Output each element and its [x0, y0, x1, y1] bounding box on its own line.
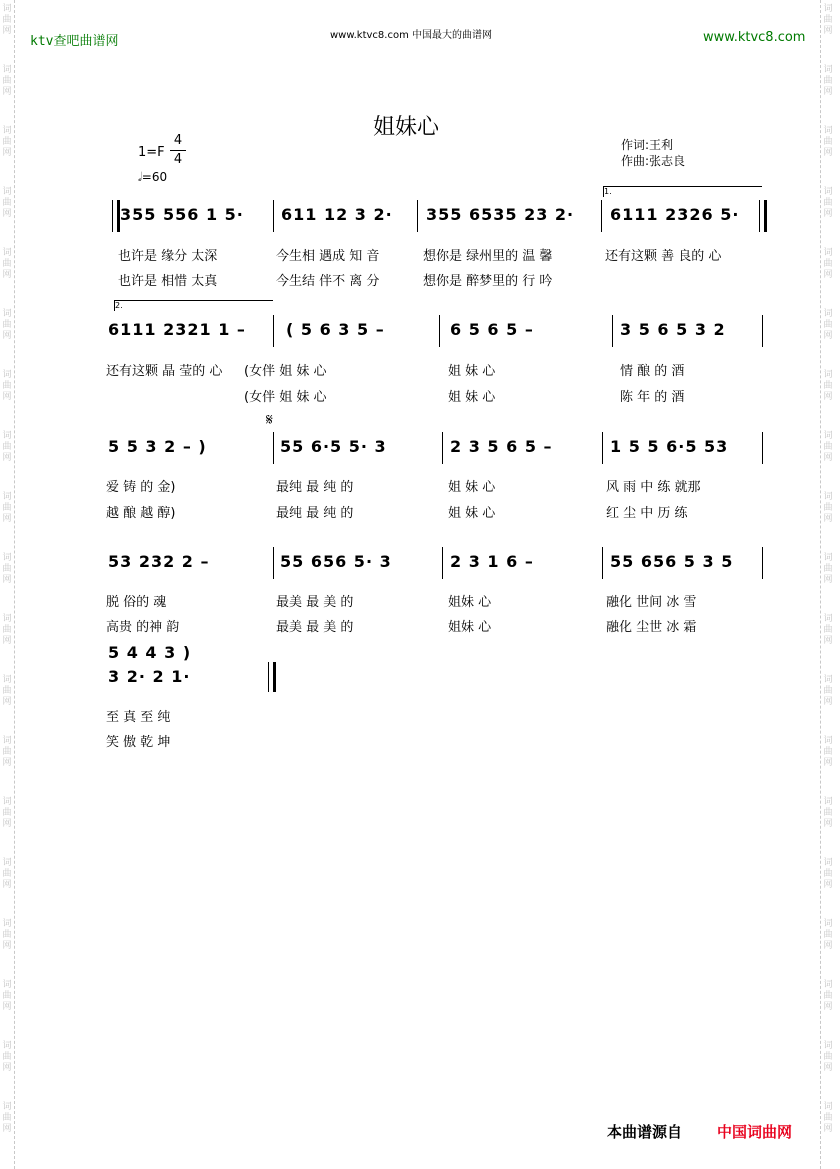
watermark-glyph: 词 [2, 797, 12, 807]
watermark-glyph: 曲 [823, 686, 833, 696]
watermark-glyph: 词 [823, 492, 833, 502]
watermark-glyph: 词 [823, 553, 833, 563]
watermark-glyph: 曲 [2, 869, 12, 879]
watermark-glyph: 词 [2, 553, 12, 563]
tempo-value: =60 [141, 170, 168, 184]
watermark-glyph: 词 [2, 309, 12, 319]
watermark-glyph: 网 [2, 1124, 12, 1134]
watermark-group [0, 4, 14, 37]
watermark-glyph: 网 [823, 1063, 833, 1073]
watermark-group [821, 919, 835, 952]
notes-row2-m2: ( 5 6 3 5 – [286, 320, 385, 339]
watermark-glyph: 词 [823, 4, 833, 14]
watermark-glyph: 网 [823, 880, 833, 890]
barline [273, 315, 274, 347]
watermark-glyph: 曲 [823, 625, 833, 635]
watermark-glyph: 曲 [2, 1113, 12, 1123]
watermark-glyph: 网 [2, 26, 12, 36]
watermark-group [821, 614, 835, 647]
watermark-glyph: 曲 [2, 808, 12, 818]
barline [273, 200, 274, 232]
watermark-group [821, 65, 835, 98]
watermark-glyph: 曲 [823, 1052, 833, 1062]
lyrics-row4-v2-m4: 融化 尘世 冰 霜 [606, 620, 697, 635]
watermark-glyph: 网 [2, 392, 12, 402]
watermark-glyph: 曲 [2, 747, 12, 757]
lyrics-row2-v2-m2: (女伴 姐 妹 心 [244, 390, 327, 405]
watermark-glyph: 曲 [2, 259, 12, 269]
watermark-glyph: 网 [823, 331, 833, 341]
watermark-group [821, 1102, 835, 1135]
notes-row2-m3: 6 5 6 5 – [450, 320, 534, 339]
watermark-glyph: 词 [2, 65, 12, 75]
final-repeat-bar [268, 662, 276, 692]
watermark-glyph: 曲 [2, 930, 12, 940]
lyrics-row2-v1-m3: 姐 妹 心 [448, 364, 496, 379]
watermark-glyph: 词 [2, 492, 12, 502]
watermark-group [821, 126, 835, 159]
barline [442, 432, 443, 464]
watermark-glyph: 网 [823, 636, 833, 646]
time-signature-top: 4 [173, 133, 183, 148]
watermark-glyph: 曲 [2, 198, 12, 208]
header-tagline: www.ktvc8.com 中国最大的曲谱网 [330, 30, 493, 41]
lyrics-row1-v1-m4: 还有这颗 善 良的 心 [605, 249, 722, 264]
watermark-glyph: 词 [823, 126, 833, 136]
barline [602, 432, 603, 464]
lyrics-row3-v2-m3: 姐 妹 心 [448, 506, 496, 521]
barline [762, 315, 763, 347]
watermark-glyph: 曲 [2, 442, 12, 452]
watermark-glyph: 网 [2, 697, 12, 707]
lyrics-row1-v1-m3: 想你是 绿州里的 温 馨 [423, 249, 553, 264]
watermark-glyph: 曲 [2, 76, 12, 86]
right-watermark-strip [820, 0, 835, 1169]
lyrics-row1-v2-m2: 今生结 伴不 离 分 [276, 274, 380, 289]
watermark-glyph: 网 [2, 880, 12, 890]
watermark-glyph: 词 [2, 431, 12, 441]
watermark-glyph: 网 [823, 575, 833, 585]
watermark-glyph: 曲 [823, 503, 833, 513]
second-ending-bracket [114, 300, 273, 311]
watermark-group [0, 492, 14, 525]
lyrics-row4-v1-m3: 姐妹 心 [448, 595, 492, 610]
watermark-glyph: 曲 [823, 15, 833, 25]
watermark-glyph: 词 [823, 614, 833, 624]
barline [273, 432, 274, 464]
watermark-group [0, 65, 14, 98]
watermark-glyph: 词 [2, 980, 12, 990]
barline [442, 547, 443, 579]
lyrics-row3-v1-m4: 风 雨 中 练 就那 [606, 480, 701, 495]
notes-row2-m4: 3 5 6 5 3 2 [620, 320, 726, 339]
coda-lyrics-v2: 笑 傲 乾 坤 [106, 735, 171, 750]
watermark-group [0, 797, 14, 830]
watermark-glyph: 网 [2, 1002, 12, 1012]
watermark-group [0, 736, 14, 769]
watermark-glyph: 曲 [823, 76, 833, 86]
watermark-glyph: 曲 [2, 625, 12, 635]
header-url[interactable]: www.ktvc8.com [703, 30, 806, 45]
watermark-glyph: 曲 [823, 198, 833, 208]
watermark-glyph: 曲 [2, 381, 12, 391]
lyrics-row4-v2-m1: 高贵 的神 韵 [106, 620, 180, 635]
coda-lower-voice: 3 2· 2 1· [108, 667, 191, 686]
header-brand[interactable]: ktv查吧曲谱网 [30, 34, 119, 49]
watermark-group [0, 553, 14, 586]
watermark-group [0, 248, 14, 281]
watermark-glyph: 网 [823, 453, 833, 463]
lyrics-row4-v2-m3: 姐妹 心 [448, 620, 492, 635]
first-ending-bracket [603, 186, 762, 197]
watermark-group [0, 431, 14, 464]
watermark-glyph: 网 [2, 636, 12, 646]
notes-row4-m3: 2 3 1 6 – [450, 552, 534, 571]
lyrics-row4-v1-m4: 融化 世间 冰 雪 [606, 595, 697, 610]
watermark-glyph: 词 [2, 1102, 12, 1112]
watermark-glyph: 网 [2, 148, 12, 158]
watermark-glyph: 曲 [823, 137, 833, 147]
lyrics-row1-v1-m1: 也许是 缘分 太深 [118, 249, 218, 264]
notes-row1-m4: 6111 2326 5· [610, 205, 740, 224]
watermark-group [821, 309, 835, 342]
barline [417, 200, 418, 232]
lyrics-row3-v1-m3: 姐 妹 心 [448, 480, 496, 495]
start-repeat-bar [112, 200, 120, 232]
watermark-glyph: 词 [823, 980, 833, 990]
watermark-group [821, 858, 835, 891]
watermark-group [0, 187, 14, 220]
notes-row4-m1: 53 232 2 – [108, 552, 210, 571]
lyrics-row4-v1-m1: 脱 俗的 魂 [106, 595, 167, 610]
watermark-glyph: 网 [2, 453, 12, 463]
lyrics-row2-v1-m4: 情 酿 的 酒 [620, 364, 685, 379]
watermark-glyph: 网 [2, 87, 12, 97]
watermark-glyph: 词 [823, 187, 833, 197]
watermark-glyph: 词 [823, 309, 833, 319]
watermark-group [821, 248, 835, 281]
first-ending-label: 1. [604, 187, 612, 196]
watermark-glyph: 网 [823, 392, 833, 402]
time-signature [170, 133, 186, 168]
watermark-glyph: 词 [823, 858, 833, 868]
watermark-glyph: 词 [2, 1041, 12, 1051]
watermark-glyph: 网 [2, 1063, 12, 1073]
second-ending-label: 2. [115, 301, 123, 310]
lyrics-row3-v2-m2: 最纯 最 纯 的 [276, 506, 354, 521]
watermark-glyph: 曲 [2, 991, 12, 1001]
watermark-group [821, 431, 835, 464]
watermark-glyph: 词 [823, 797, 833, 807]
watermark-glyph: 曲 [823, 869, 833, 879]
watermark-glyph: 网 [823, 1124, 833, 1134]
lyrics-row2-v2-m4: 陈 年 的 酒 [620, 390, 685, 405]
end-repeat-bar [759, 200, 767, 232]
watermark-group [0, 1041, 14, 1074]
watermark-glyph: 曲 [2, 137, 12, 147]
watermark-group [0, 614, 14, 647]
barline [273, 547, 274, 579]
watermark-glyph: 网 [2, 209, 12, 219]
watermark-group [821, 736, 835, 769]
watermark-glyph: 曲 [2, 503, 12, 513]
watermark-group [821, 553, 835, 586]
lyrics-row3-v1-m1: 爱 铸 的 金) [106, 480, 176, 495]
lyrics-row2-v1-m1: 还有这颗 晶 莹的 心 [106, 364, 223, 379]
watermark-glyph: 曲 [823, 930, 833, 940]
watermark-group [821, 675, 835, 708]
footer-site-link[interactable]: 中国词曲网 [717, 1123, 793, 1141]
watermark-group [821, 980, 835, 1013]
time-signature-line [170, 150, 186, 151]
watermark-glyph: 词 [2, 4, 12, 14]
watermark-glyph: 网 [823, 26, 833, 36]
notes-row4-m4: 55 656 5 3 5 [610, 552, 734, 571]
lyrics-row2-v1-m2: (女伴 姐 妹 心 [244, 364, 327, 379]
watermark-group [821, 1041, 835, 1074]
watermark-group [0, 126, 14, 159]
tempo-marking [138, 170, 167, 185]
watermark-glyph: 词 [2, 675, 12, 685]
watermark-glyph: 网 [823, 87, 833, 97]
watermark-group [821, 4, 835, 37]
watermark-glyph: 网 [2, 270, 12, 280]
watermark-glyph: 曲 [2, 686, 12, 696]
watermark-glyph: 曲 [2, 1052, 12, 1062]
watermark-glyph: 词 [2, 187, 12, 197]
notes-row4-m2: 55 656 5· 3 [280, 552, 392, 571]
watermark-glyph: 词 [823, 1102, 833, 1112]
watermark-glyph: 词 [2, 126, 12, 136]
barline [762, 547, 763, 579]
watermark-group [0, 675, 14, 708]
watermark-glyph: 网 [823, 209, 833, 219]
watermark-glyph: 词 [823, 736, 833, 746]
lyrics-row3-v2-m1: 越 酿 越 醇) [106, 506, 176, 521]
key-signature: 1=F [138, 145, 165, 160]
watermark-glyph: 曲 [823, 259, 833, 269]
watermark-glyph: 网 [823, 1002, 833, 1012]
lyrics-row1-v2-m3: 想你是 醉梦里的 行 吟 [423, 274, 553, 289]
watermark-glyph: 曲 [2, 320, 12, 330]
watermark-glyph: 网 [2, 819, 12, 829]
watermark-group [0, 370, 14, 403]
watermark-group [821, 370, 835, 403]
watermark-glyph: 网 [2, 514, 12, 524]
watermark-glyph: 曲 [823, 1113, 833, 1123]
watermark-glyph: 词 [2, 919, 12, 929]
notes-row1-m3: 355 6535 23 2· [426, 205, 575, 224]
watermark-glyph: 词 [2, 248, 12, 258]
watermark-glyph: 网 [2, 941, 12, 951]
left-watermark-strip [0, 0, 15, 1169]
watermark-group [0, 1102, 14, 1135]
watermark-glyph: 词 [2, 858, 12, 868]
time-signature-bottom: 4 [173, 152, 183, 167]
coda-upper-voice: 5 4 4 3 ) [108, 643, 192, 662]
watermark-glyph: 词 [2, 370, 12, 380]
notes-row1-m2: 611 12 3 2· [281, 205, 393, 224]
lyrics-row3-v1-m2: 最纯 最 纯 的 [276, 480, 354, 495]
barline [602, 547, 603, 579]
lyrics-row2-v2-m3: 姐 妹 心 [448, 390, 496, 405]
barline [762, 432, 763, 464]
barline [439, 315, 440, 347]
watermark-group [821, 797, 835, 830]
watermark-glyph: 曲 [823, 564, 833, 574]
watermark-glyph: 词 [823, 370, 833, 380]
coda-lyrics-v1: 至 真 至 纯 [106, 710, 171, 725]
notes-row3-m3: 2 3 5 6 5 – [450, 437, 553, 456]
composer: 作曲:张志良 [621, 154, 686, 168]
lyrics-row1-v2-m1: 也许是 相惜 太真 [118, 274, 218, 289]
footer-source-text: 本曲谱源自 [607, 1123, 683, 1141]
watermark-glyph: 网 [2, 331, 12, 341]
watermark-glyph: 词 [823, 675, 833, 685]
watermark-glyph: 网 [823, 270, 833, 280]
notes-row3-m4: 1 5 5 6·5 53 [610, 437, 729, 456]
watermark-glyph: 曲 [2, 15, 12, 25]
watermark-glyph: 词 [2, 614, 12, 624]
watermark-glyph: 曲 [2, 564, 12, 574]
barline [612, 315, 613, 347]
half-note-icon: 𝅗𝅥 [138, 170, 142, 184]
watermark-glyph: 曲 [823, 442, 833, 452]
notes-row3-m2: 55 6·5 5· 3 [280, 437, 387, 456]
watermark-glyph: 词 [823, 248, 833, 258]
watermark-group [821, 187, 835, 220]
watermark-glyph: 词 [823, 1041, 833, 1051]
watermark-group [0, 980, 14, 1013]
watermark-glyph: 曲 [823, 808, 833, 818]
watermark-glyph: 网 [823, 941, 833, 951]
lyrics-row3-v2-m4: 红 尘 中 历 练 [606, 506, 688, 521]
watermark-glyph: 词 [823, 919, 833, 929]
watermark-glyph: 网 [823, 697, 833, 707]
watermark-glyph: 曲 [823, 320, 833, 330]
watermark-glyph: 词 [2, 736, 12, 746]
watermark-glyph: 曲 [823, 991, 833, 1001]
lyrics-row4-v1-m2: 最美 最 美 的 [276, 595, 354, 610]
watermark-glyph: 词 [823, 65, 833, 75]
watermark-glyph: 网 [823, 514, 833, 524]
watermark-glyph: 网 [823, 758, 833, 768]
lyrics-row4-v2-m2: 最美 最 美 的 [276, 620, 354, 635]
notes-row2-m1: 6111 2321 1 – [108, 320, 246, 339]
watermark-group [821, 492, 835, 525]
notes-row1-m1: 355 556 1 5· [120, 205, 244, 224]
watermark-group [0, 858, 14, 891]
watermark-glyph: 网 [2, 758, 12, 768]
watermark-glyph: 曲 [823, 747, 833, 757]
watermark-glyph: 网 [2, 575, 12, 585]
watermark-glyph: 网 [823, 819, 833, 829]
watermark-group [0, 309, 14, 342]
watermark-glyph: 网 [823, 148, 833, 158]
segno-icon: 𝄋 [266, 410, 273, 429]
watermark-glyph: 词 [823, 431, 833, 441]
watermark-group [0, 919, 14, 952]
barline [601, 200, 602, 232]
lyrics-row1-v1-m2: 今生相 遇成 知 音 [276, 249, 380, 264]
lyricist: 作词:王利 [621, 138, 674, 152]
watermark-glyph: 曲 [823, 381, 833, 391]
song-title: 姐妹心 [373, 115, 440, 140]
notes-row3-m1: 5 5 3 2 – ) [108, 437, 207, 456]
